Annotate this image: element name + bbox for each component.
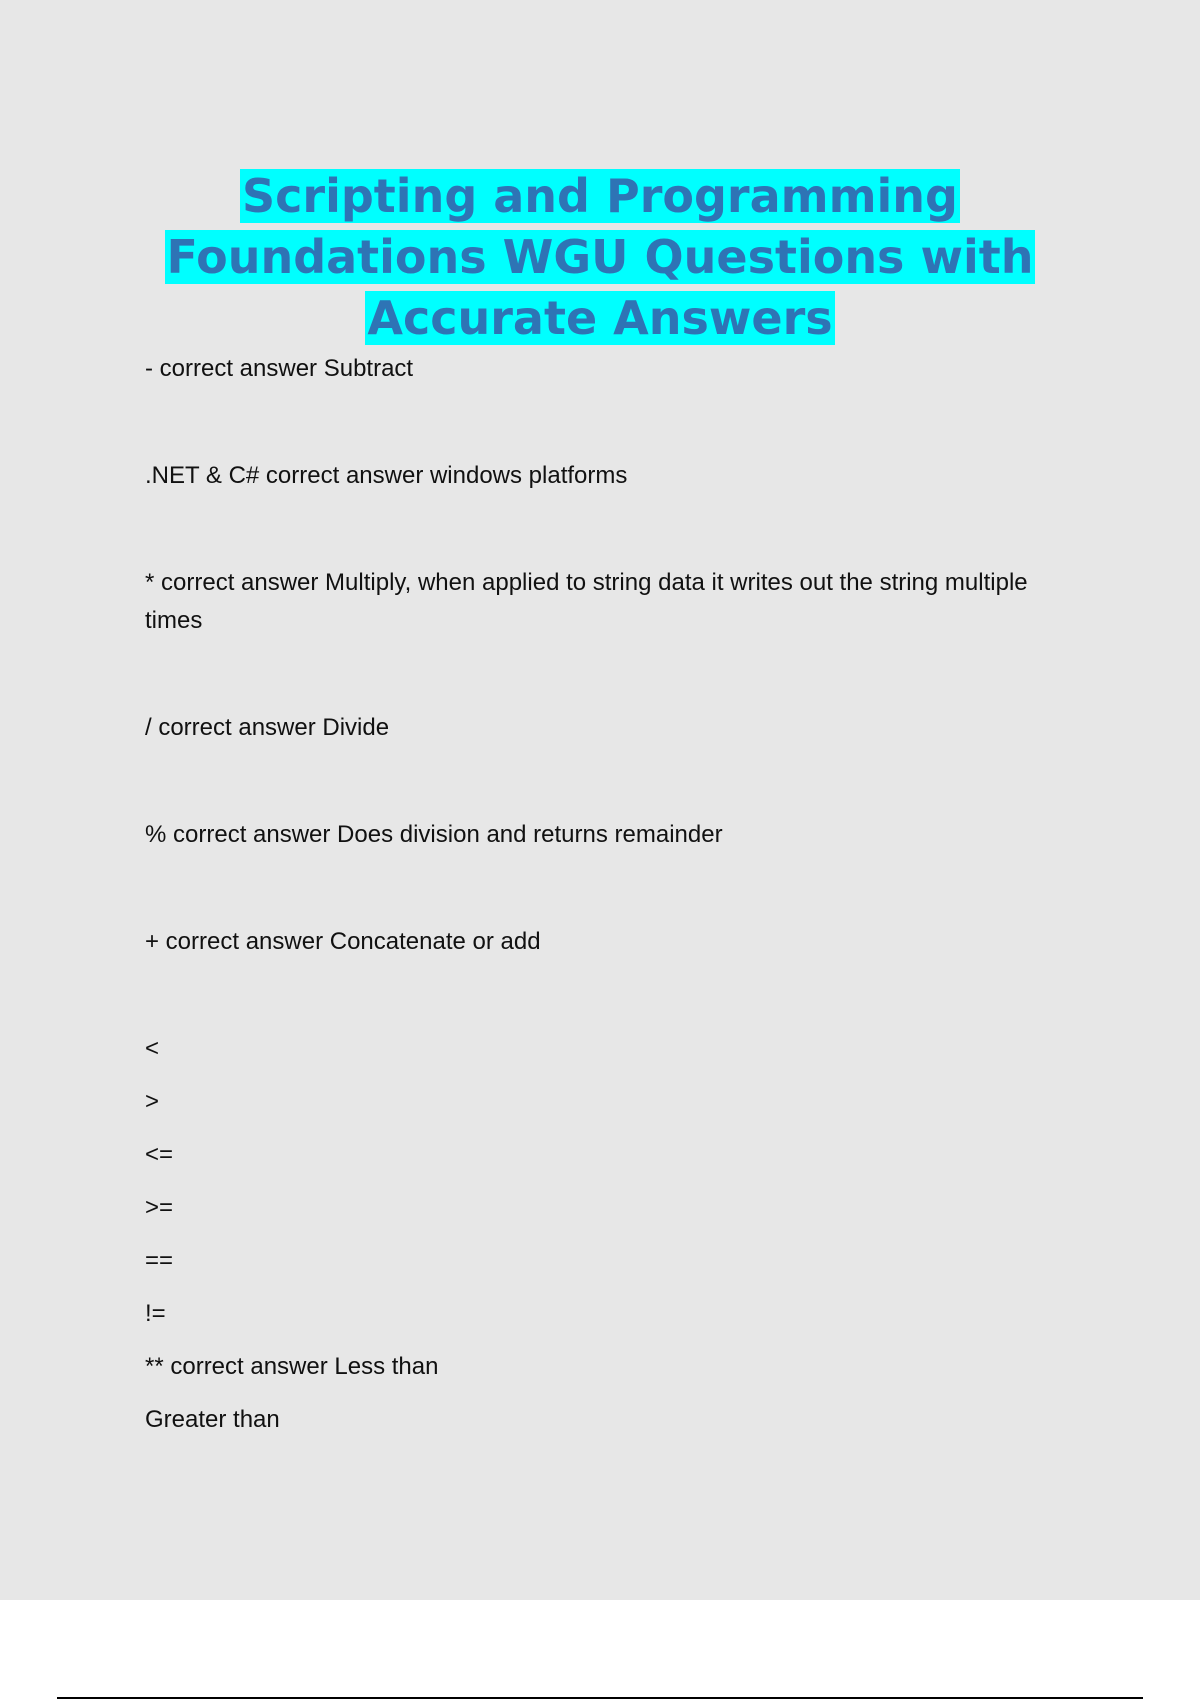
operator-line: > <box>145 1088 160 1115</box>
operator-line: <= <box>145 1141 174 1168</box>
answer-line: Greater than <box>145 1406 280 1433</box>
entry-multiply: * correct answer Multiply, when applied to string data it writes out the string multiple times <box>145 569 1028 634</box>
answer-line: ** correct answer Less than <box>145 1353 439 1380</box>
operator-list <box>145 1030 1045 1439</box>
title-line-1: Scripting and Programming <box>242 169 958 223</box>
title-line-2: Foundations WGU Questions with <box>166 230 1034 284</box>
entry-add: + correct answer Concatenate or add <box>145 928 541 955</box>
operator-line: == <box>145 1247 174 1274</box>
operator-line: >= <box>145 1194 174 1221</box>
entry-divide: / correct answer Divide <box>145 714 390 741</box>
title-line-3: Accurate Answers <box>367 291 833 345</box>
footer-divider <box>57 1697 1143 1699</box>
operator-line: < <box>145 1035 160 1062</box>
document-body <box>145 350 1045 1439</box>
document-title <box>100 166 1100 349</box>
entry-modulo: % correct answer Does division and returns remainder <box>145 821 723 848</box>
entry-dotnet: .NET & C# correct answer windows platforms <box>145 462 628 489</box>
entry-subtract: - correct answer Subtract <box>145 355 414 382</box>
operator-line: != <box>145 1300 166 1327</box>
